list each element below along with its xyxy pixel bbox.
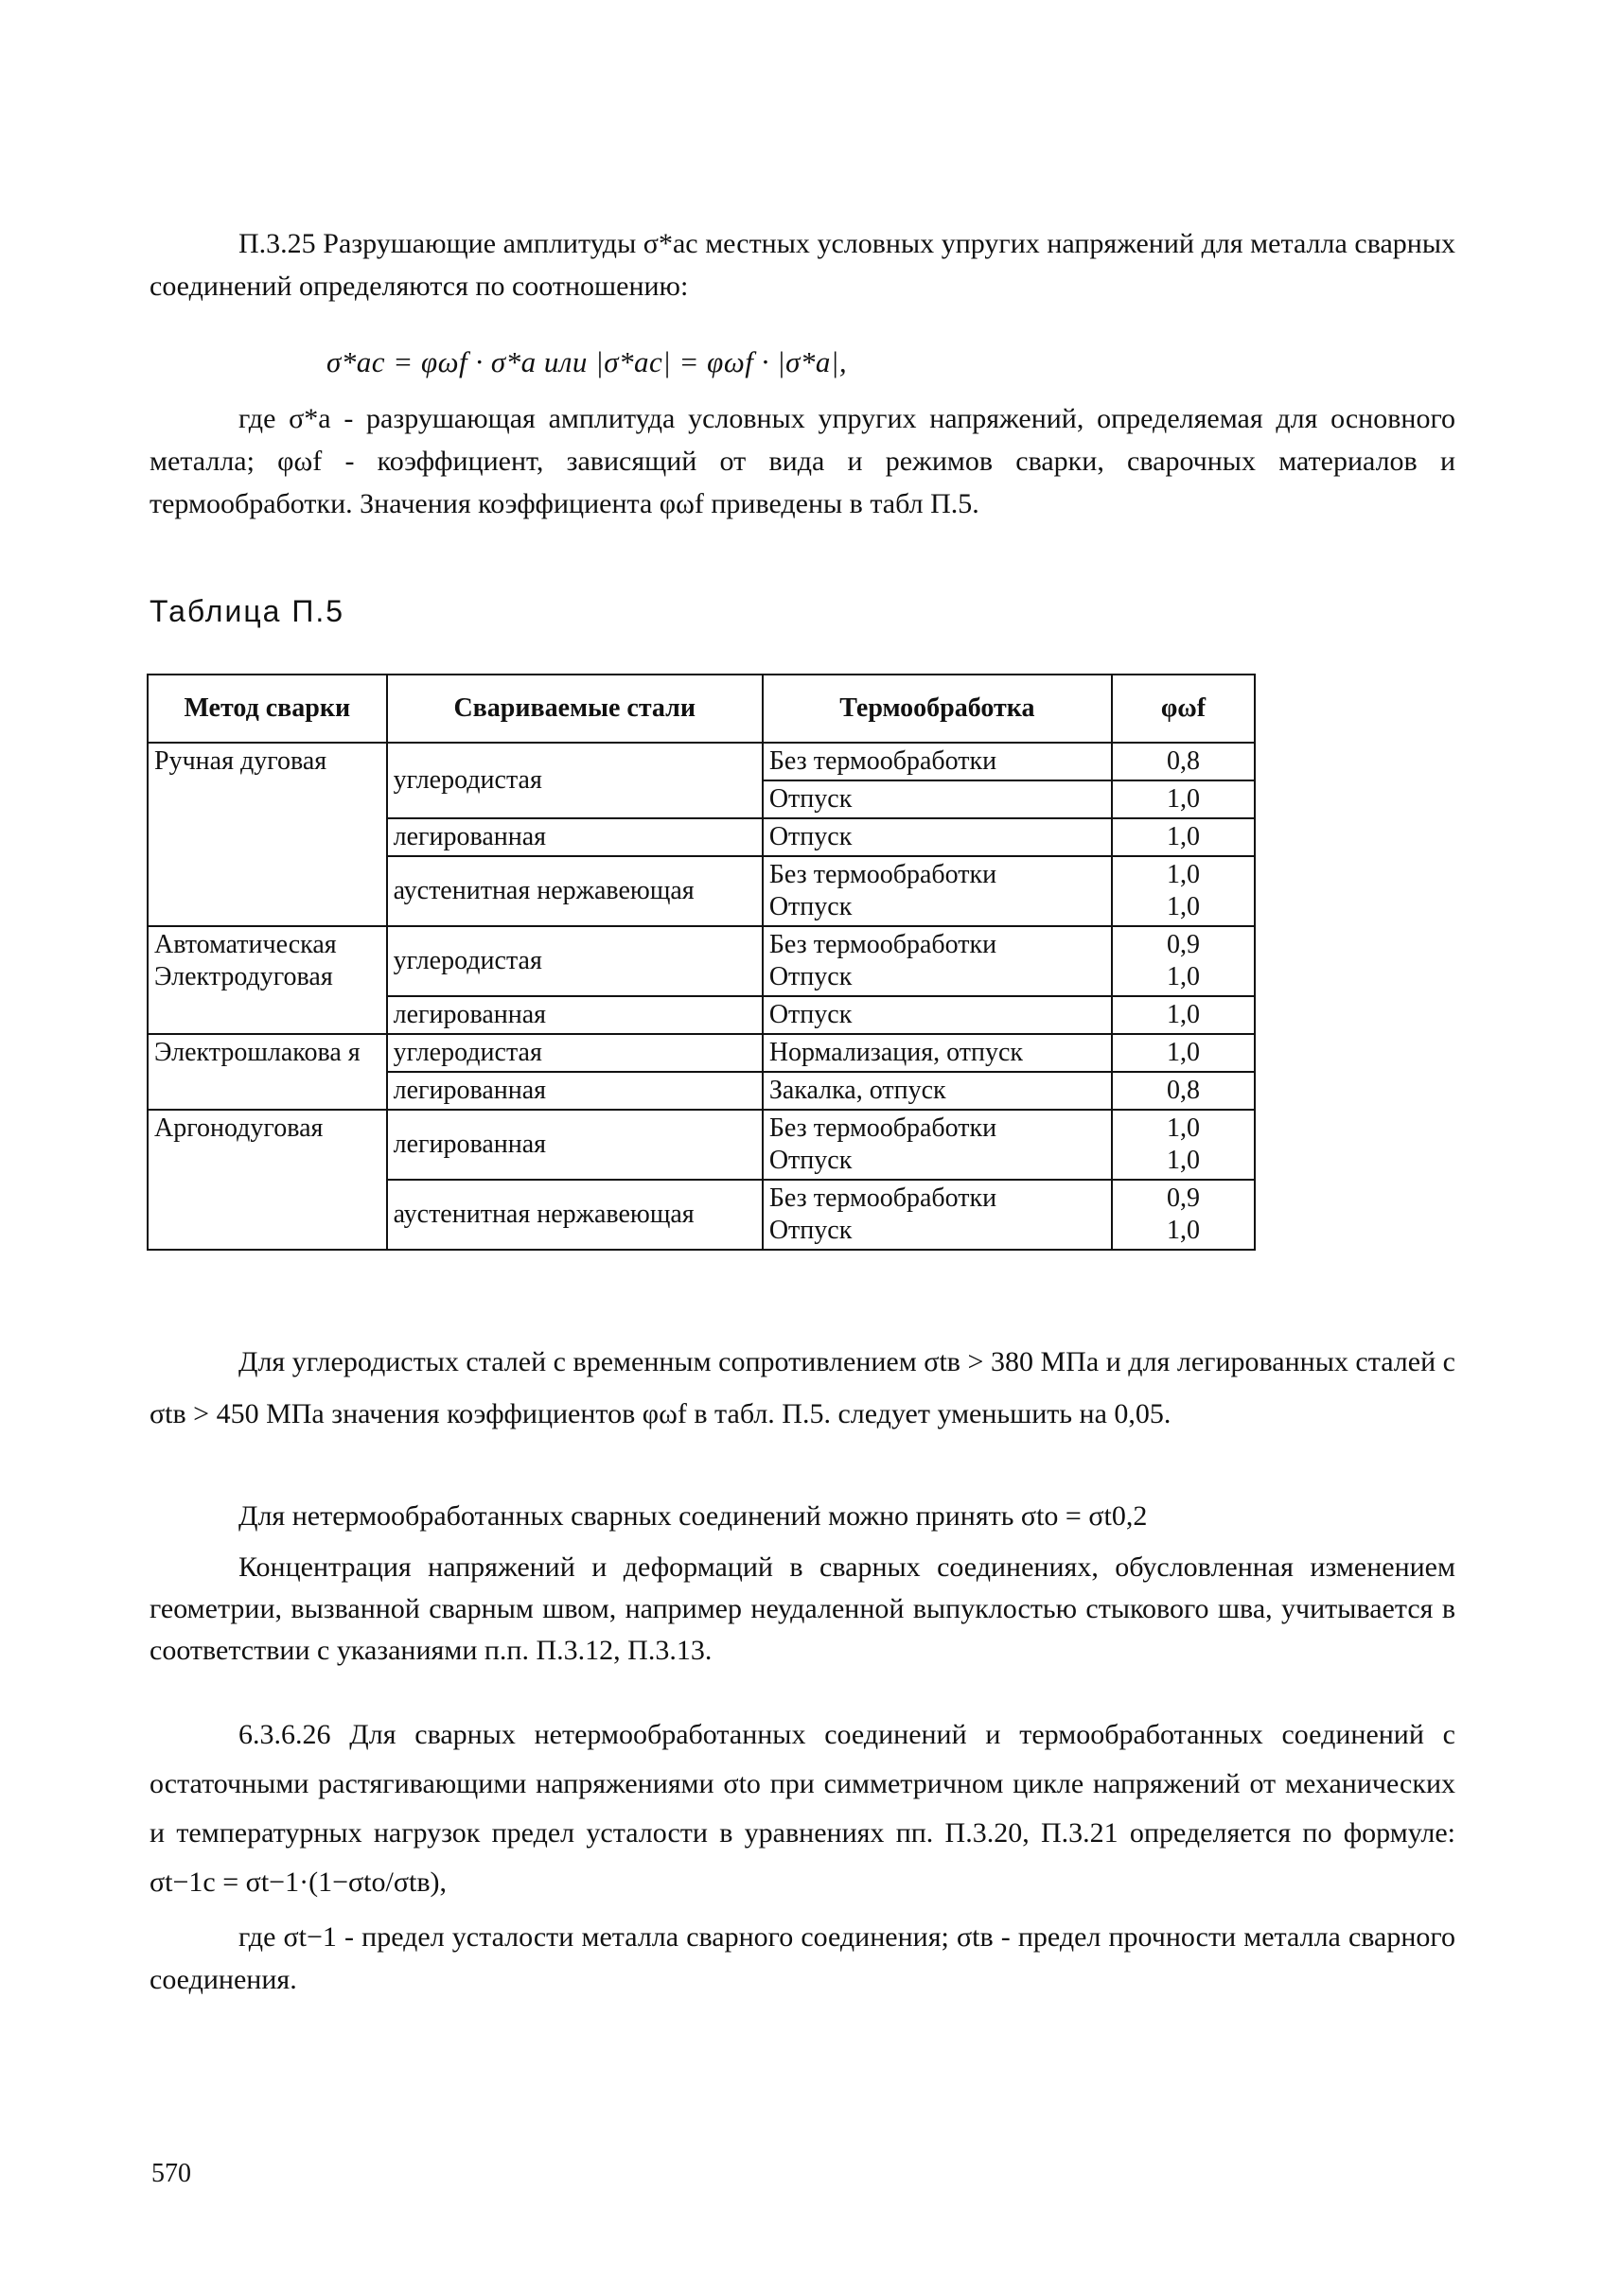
phi-cell: 0,8 xyxy=(1112,743,1255,780)
heat-line: Без термообработки xyxy=(768,1113,997,1143)
table-header-row xyxy=(148,675,1255,743)
phi-line: 1,0 xyxy=(1166,860,1200,889)
heat-cell: Отпуск xyxy=(763,996,1112,1034)
steel-cell: аустенитная нержавеющая xyxy=(387,1180,763,1250)
paragraph-fatigue-definitions: где σt−1 - предел усталости металла сварного соединения; σtв - предел прочности металла сварного соединения. xyxy=(150,1921,1455,1995)
heat-cell xyxy=(763,856,1112,926)
heat-cell: Без термообработки xyxy=(763,743,1112,780)
heat-line: Без термообработки xyxy=(768,930,997,959)
header-steels: Свариваемые стали xyxy=(387,675,763,743)
heat-cell xyxy=(763,1110,1112,1180)
steel-cell: углеродистая xyxy=(387,743,763,818)
heat-cell xyxy=(763,926,1112,996)
phi-line: 1,0 xyxy=(1166,892,1200,921)
steel-cell: легированная xyxy=(387,818,763,856)
phi-line: 0,9 xyxy=(1166,1183,1200,1213)
method-cell: Ручная дуговая xyxy=(148,743,387,926)
heat-cell: Закалка, отпуск xyxy=(763,1072,1112,1110)
paragraph-6-3-6-26: 6.3.6.26 Для сварных нетермообработанных соединений и термообработанных соединений с остаточными растягивающими напряжениями σto при симметричном цикле напряжений от механических и температурных нагрузок предел усталости в уравнениях пп. П.3.20, П.3.21 определяется по формуле: σt−1c = σt−1·(1−σto/σtв), xyxy=(150,1719,1455,1898)
heat-line: Отпуск xyxy=(768,1216,853,1245)
formula-amplitude: σ*ac = φωf · σ*a или |σ*ac| = φωf · |σ*a|, xyxy=(326,345,848,378)
phi-cell: 0,8 xyxy=(1112,1072,1255,1110)
paragraph-non-heat-treated: Для нетермообработанных сварных соединений можно принять σto = σt0,2 xyxy=(238,1500,1148,1532)
phi-line: 0,9 xyxy=(1166,930,1200,959)
paragraph-definitions: где σ*a - разрушающая амплитуда условных упругих напряжений, определяемая для основного металла; φωf - коэффициент, зависящий от вида и режимов сварки, сварочных материалов и термообработки. Значения коэффициента φωf приведены в табл П.5. xyxy=(150,403,1455,519)
phi-line: 1,0 xyxy=(1166,1216,1200,1245)
steel-cell: легированная xyxy=(387,996,763,1034)
phi-cell xyxy=(1112,1180,1255,1250)
heat-line: Без термообработки xyxy=(768,1183,997,1213)
table-row xyxy=(148,1110,1255,1180)
phi-line: 1,0 xyxy=(1166,1146,1200,1175)
method-cell: Аргонодуговая xyxy=(148,1110,387,1250)
paragraph-concentration: Концентрация напряжений и деформаций в сварных соединениях, обусловленная изменением геометрии, вызванной сварным швом, например неудаленной выпуклостью стыкового шва, учитывается в соответствии с указаниями п.п. П.3.12, П.3.13. xyxy=(150,1551,1455,1666)
table-row xyxy=(148,743,1255,780)
table-row xyxy=(148,926,1255,996)
phi-cell: 1,0 xyxy=(1112,1034,1255,1072)
phi-cell xyxy=(1112,1110,1255,1180)
phi-cell xyxy=(1112,926,1255,996)
table-p5 xyxy=(147,674,1256,1251)
phi-cell: 1,0 xyxy=(1112,818,1255,856)
method-cell: Автоматическая Электродуговая xyxy=(148,926,387,1034)
heat-cell: Нормализация, отпуск xyxy=(763,1034,1112,1072)
table-row xyxy=(148,1034,1255,1072)
header-phi: φωf xyxy=(1112,675,1255,743)
heat-line: Без термообработки xyxy=(768,860,997,889)
heat-cell: Отпуск xyxy=(763,780,1112,818)
method-cell: Электрошлакова я xyxy=(148,1034,387,1110)
heat-cell: Отпуск xyxy=(763,818,1112,856)
heat-line: Отпуск xyxy=(768,892,853,921)
paragraph-p3-25: П.3.25 Разрушающие амплитуды σ*ac местных условных упругих напряжений для металла сварных соединений определяются по соотношению: xyxy=(150,228,1455,302)
phi-cell: 1,0 xyxy=(1112,780,1255,818)
steel-cell: углеродистая xyxy=(387,1034,763,1072)
steel-cell: углеродистая xyxy=(387,926,763,996)
header-heat-treatment: Термообработка xyxy=(763,675,1112,743)
heat-line: Отпуск xyxy=(768,1146,853,1175)
heat-line: Отпуск xyxy=(768,962,853,991)
phi-cell: 1,0 xyxy=(1112,996,1255,1034)
steel-cell: легированная xyxy=(387,1072,763,1110)
page-number: 570 xyxy=(151,2159,191,2188)
phi-line: 1,0 xyxy=(1166,1113,1200,1143)
paragraph-reduction: Для углеродистых сталей с временным сопротивлением σtв > 380 МПа и для легированных сталей с σtв > 450 МПа значения коэффициентов φωf в табл. П.5. следует уменьшить на 0,05. xyxy=(150,1346,1455,1429)
steel-cell: легированная xyxy=(387,1110,763,1180)
phi-line: 1,0 xyxy=(1166,962,1200,991)
steel-cell: аустенитная нержавеющая xyxy=(387,856,763,926)
header-method: Метод сварки xyxy=(148,675,387,743)
table-caption: Таблица П.5 xyxy=(150,594,345,628)
heat-cell xyxy=(763,1180,1112,1250)
phi-cell xyxy=(1112,856,1255,926)
